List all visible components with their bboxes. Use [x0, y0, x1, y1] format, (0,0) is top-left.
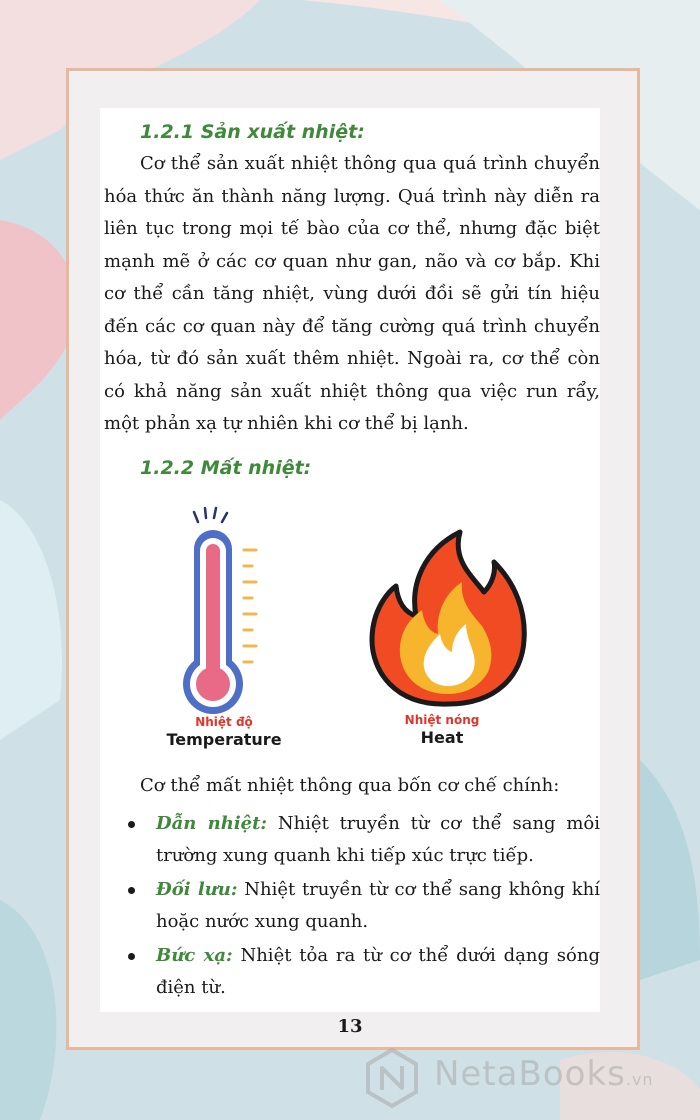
bullet-dot: [128, 887, 135, 894]
watermark-suffix: .vn: [625, 1070, 654, 1089]
list-item-radiation: [122, 940, 600, 1004]
description-radiation: Nhiệt tỏa ra từ cơ thể dưới dạng sóng điện từ.: [156, 945, 600, 998]
heat-loss-intro: Cơ thể mất nhiệt thông qua bốn cơ chế chính:: [140, 775, 560, 796]
flame-label-vi: Nhiệt nóng: [404, 713, 480, 727]
description-conduction: Nhiệt truyền từ cơ thể sang môi trường xung quanh khi tiếp xúc trực tiếp.: [156, 813, 600, 866]
description-convection: Nhiệt truyền từ cơ thể sang không khí hoặc nước xung quanh.: [156, 879, 601, 932]
page-number: 13: [337, 1016, 363, 1037]
flame-label-en: Heat: [420, 728, 464, 747]
section-heading-heat-production: 1.2.1 Sản xuất nhiệt:: [140, 121, 365, 143]
term-radiation: Bức xạ:: [156, 945, 233, 966]
temperature-heat-illustration: [132, 500, 564, 754]
thermometer-icon: [183, 508, 256, 714]
thermometer-label-en: Temperature: [166, 730, 282, 749]
netabooks-watermark: [362, 1046, 698, 1110]
paragraph-heat-production: Cơ thể sản xuất nhiệt thông qua quá trình chuyển hóa thức ăn thành năng lượng. Quá trình này diễn ra liên tục trong mọi tế bào của cơ thể, nhưng đặc biệt mạnh mẽ ở các cơ quan như gan, não và cơ bắp. Khi cơ thể cần tăng nhiệt, vùng dưới đồi sẽ gửi tín hiệu đến các cơ quan này để tăng cường quá trình chuyển hóa, từ đó sản xuất thêm nhiệt. Ngoài ra, cơ thể còn có khả năng sản xuất nhiệt thông qua việc run rẩy, một phản xạ tự nhiên khi cơ thể bị lạnh.: [104, 153, 600, 434]
term-convection: Đối lưu:: [156, 879, 238, 900]
list-item-conduction: [122, 808, 600, 872]
bullet-dot: [128, 953, 135, 960]
term-conduction: Dẫn nhiệt:: [156, 813, 268, 834]
section-heading-heat-loss: 1.2.2 Mất nhiệt:: [140, 457, 312, 479]
thermometer-label-vi: Nhiệt độ: [195, 715, 253, 729]
bullet-dot: [128, 821, 135, 828]
netabooks-logo-icon: [362, 1046, 422, 1110]
list-item-convection: [122, 874, 600, 938]
heat-loss-mechanisms-list: [122, 808, 600, 1006]
page-content: [100, 108, 600, 1012]
watermark-brand: NetaBooks.vn: [434, 1054, 654, 1094]
flame-icon: [372, 532, 524, 704]
